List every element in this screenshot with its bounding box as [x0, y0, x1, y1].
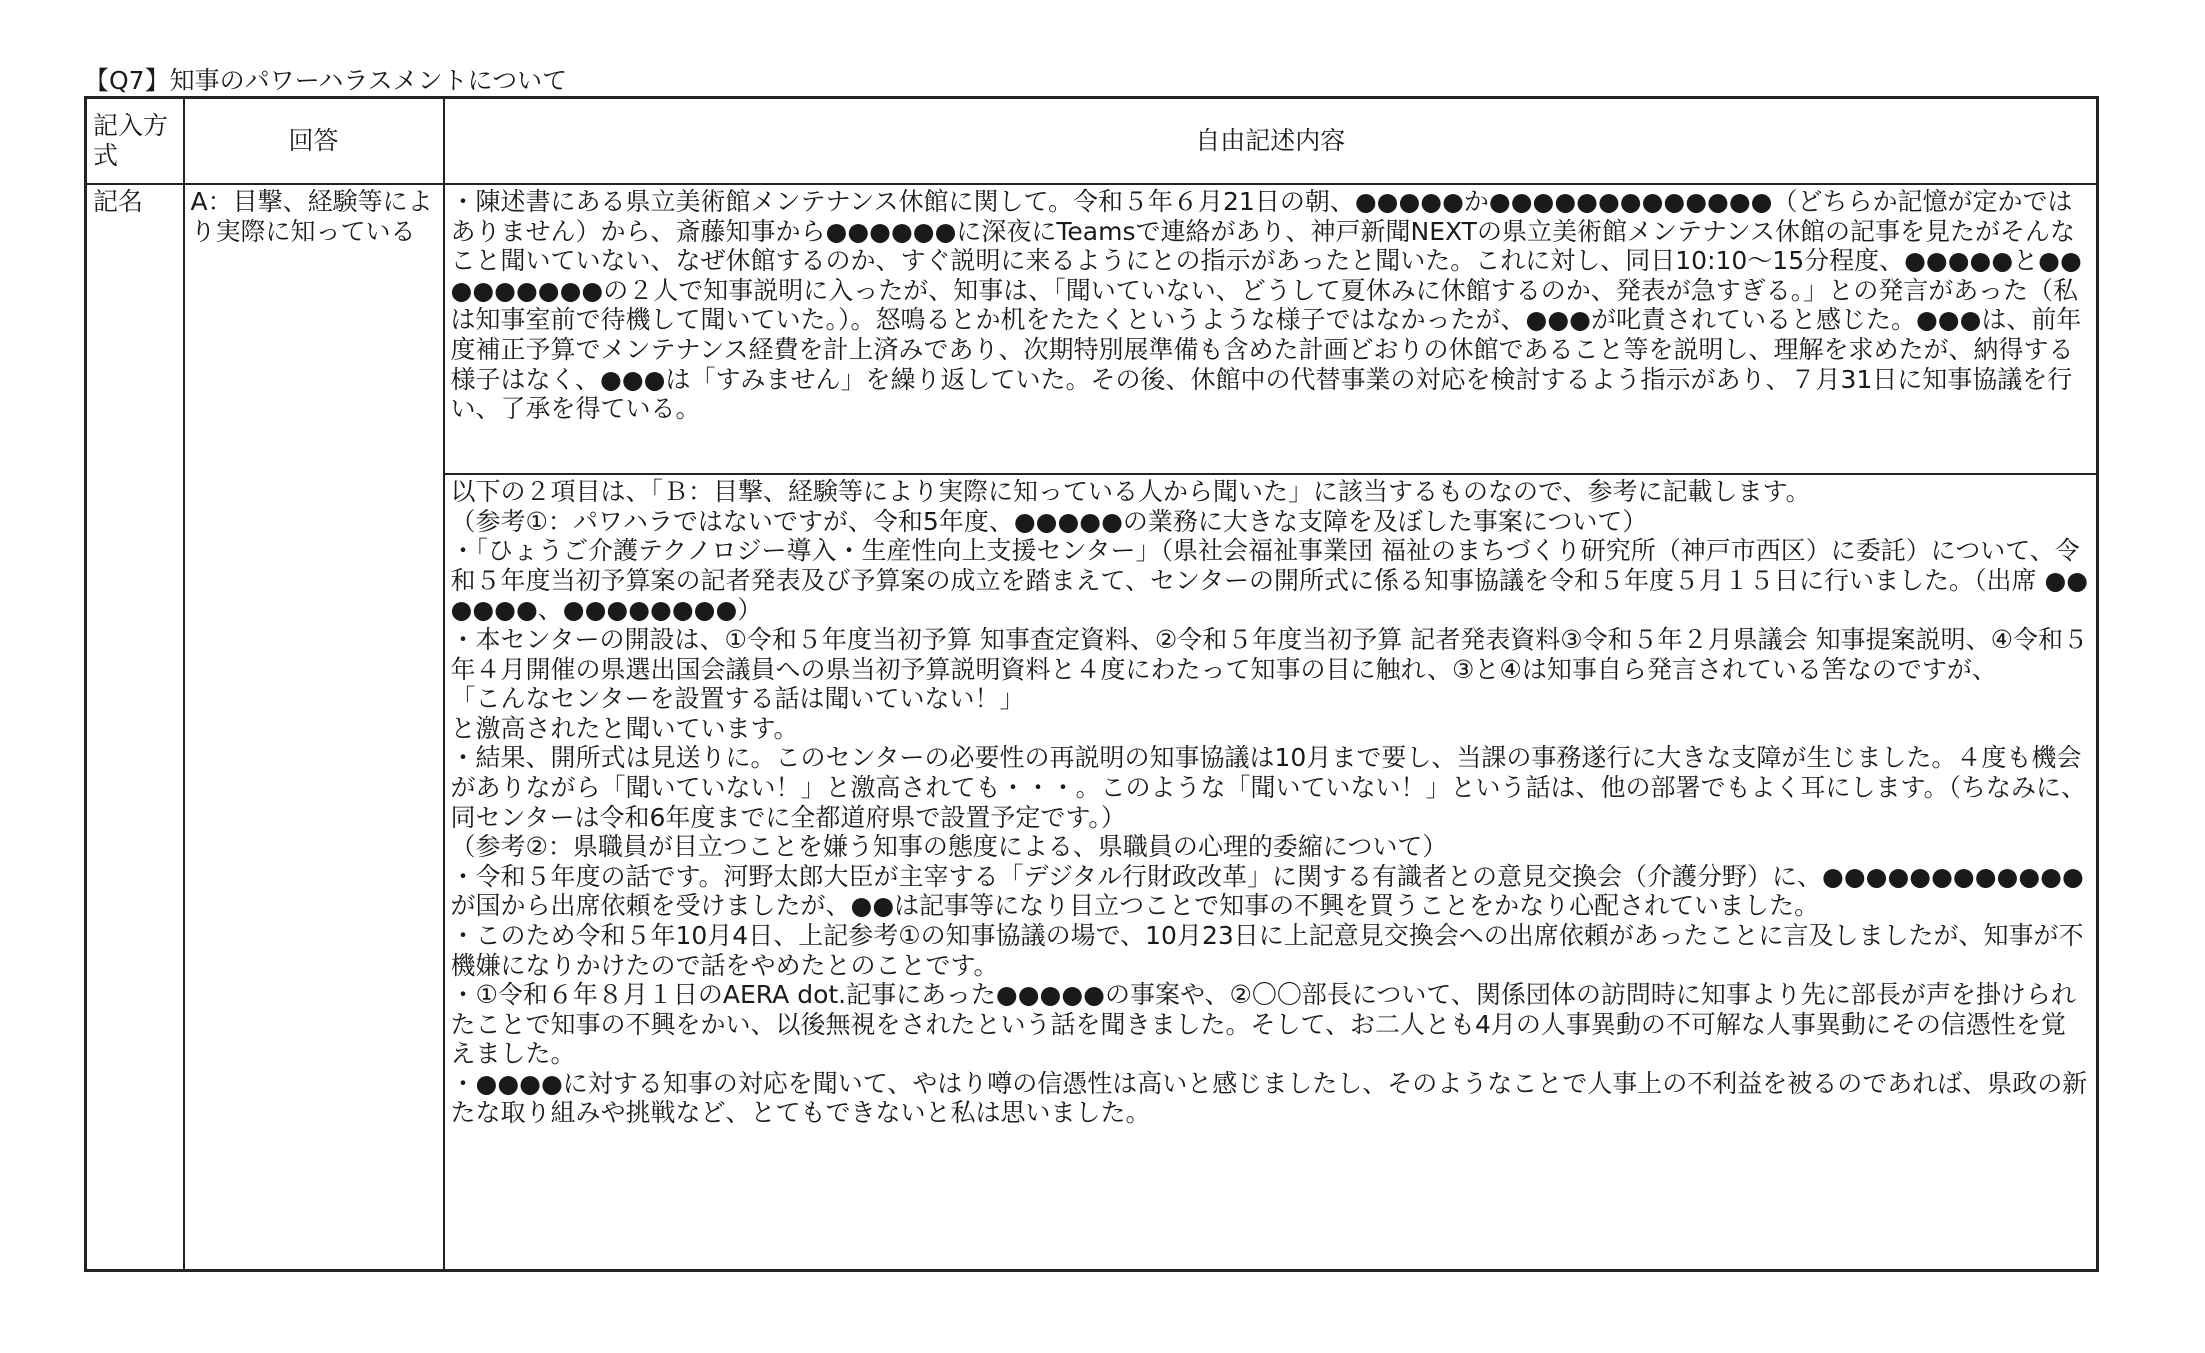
cell-entry-1: ・陳述書にある県立美術館メンテナンス休館に関して。令和５年６月21日の朝、●●●●●か●●●●●●●●●●●●●（どちらか記憶が定かではありません）から、斎藤知事から●●●●●●に深夜にTeamsで連絡があり、神戸新聞NEXTの県立美術館メンテナンス休館の記事を見たがそんなこと聞いていない、なぜ休館するのか、すぐ説明に来るようにとの指示があったと聞いた。これに対し、同日10:10～15分程度、●●●●●と●●●●●●●●●の２人で知事説明に入ったが、知事は、「聞いていない、どうして夏休みに休館するのか、発表が急すぎる。」との発言があった（私は知事室前で待機して聞いていた。）。怒鳴るとか机をたたくというような様子ではなかったが、●●●が叱責されていると感じた。●●●は、前年度補正予算でメンテナンス経費を計上済みであり、次期特別展準備も含めた計画どおりの休館であること等を説明し、理解を求めたが、納得する様子はなく、●●●は「すみません」を繰り返していた。その後、休館中の代替事業の対応を検討するよう指示があり、７月31日に知事協議を行い、了承を得ている。	[444, 184, 2098, 474]
entry-line: ・「ひょうご介護テクノロジー導入・生産性向上支援センター」（県社会福祉事業団 福祉のまちづくり研究所（神戸市西区）に委託）について、令和５年度当初予算案の記者発表及び予算案の成立を踏まえて、センターの開所式に係る知事協議を令和５年度５月１５日に行いました。（出席 ●●●●●●、●●●●●●●●）	[450, 536, 2089, 625]
cell-entry-2	[444, 474, 2098, 1271]
table-header-row	[86, 98, 2098, 185]
entry-line: ・結果、開所式は見送りに。このセンターの必要性の再説明の知事協議は10月まで要し、当課の事務遂行に大きな支障が生じました。４度も機会がありながら「聞いていない！」と激高されても・・・。このような「聞いていない！」という話は、他の部署でもよく耳にします。（ちなみに、同センターは令和6年度までに全都道府県で設置予定です。）	[450, 743, 2087, 832]
survey-table	[84, 96, 2099, 1272]
header-content: 自由記述内容	[444, 98, 2098, 185]
entry-line: ・このため令和５年10月4日、上記参考①の知事協議の場で、10月23日に上記意見交換会への出席依頼があったことに言及しましたが、知事が不機嫌になりかけたので話をやめたとのことです。	[450, 920, 2084, 980]
header-answer: 回答	[184, 98, 444, 185]
entry-line: ・●●●●に対する知事の対応を聞いて、やはり噂の信憑性は高いと感じましたし、そのようなことで人事上の不利益を被るのであれば、県政の新たな取り組みや挑戦など、とてもできないと私は思いました。	[450, 1068, 2088, 1128]
cell-answer: A：目撃、経験等により実際に知っている	[184, 184, 444, 1271]
entry-line: ・①令和６年８月１日のAERA dot.記事にあった●●●●●の事案や、②〇〇部長について、関係団体の訪問時に知事より先に部長が声を掛けられたことで知事の不興をかい、以後無視をされたという話を聞きました。そして、お二人とも4月の人事異動の不可解な人事異動にその信憑性を覚えました。	[450, 980, 2076, 1069]
header-method: 記入方式	[86, 98, 184, 185]
table-row	[86, 184, 2098, 474]
cell-method: 記名	[86, 184, 184, 1271]
entry-line: 以下の２項目は、「Ｂ：目撃、経験等により実際に知っている人から聞いた」に該当するものなので、参考に記載します。	[450, 477, 1811, 506]
question-title: 【Q7】知事のパワーハラスメントについて	[84, 66, 568, 95]
entry-line: と激高されたと聞いています。	[450, 713, 799, 743]
entry-line: ・本センターの開設は、①令和５年度当初予算 知事査定資料、②令和５年度当初予算 記者発表資料③令和５年２月県議会 知事提案説明、④令和５年４月開催の県選出国会議員への県当初予算説明資料と４度にわたって知事の目に触れ、③と④は知事自ら発言されている筈なのですが、	[450, 624, 2088, 684]
entry-line: ・令和５年度の話です。河野太郎大臣が主宰する「デジタル行財政改革」に関する有識者との意見交換会（介護分野）に、●●●●●●●●●●●●が国から出席依頼を受けましたが、●●は記事等になり目立つことで知事の不興を買うことをかなり心配されていました。	[450, 861, 2084, 921]
entry-line: 「こんなセンターを設置する話は聞いていない！」	[450, 684, 1025, 714]
entry-line: （参考①：パワハラではないですが、令和5年度、●●●●●の業務に大きな支障を及ぼした事案について）	[450, 506, 1648, 536]
entry-line: （参考②：県職員が目立つことを嫌う知事の態度による、県職員の心理的委縮について）	[450, 832, 1448, 862]
